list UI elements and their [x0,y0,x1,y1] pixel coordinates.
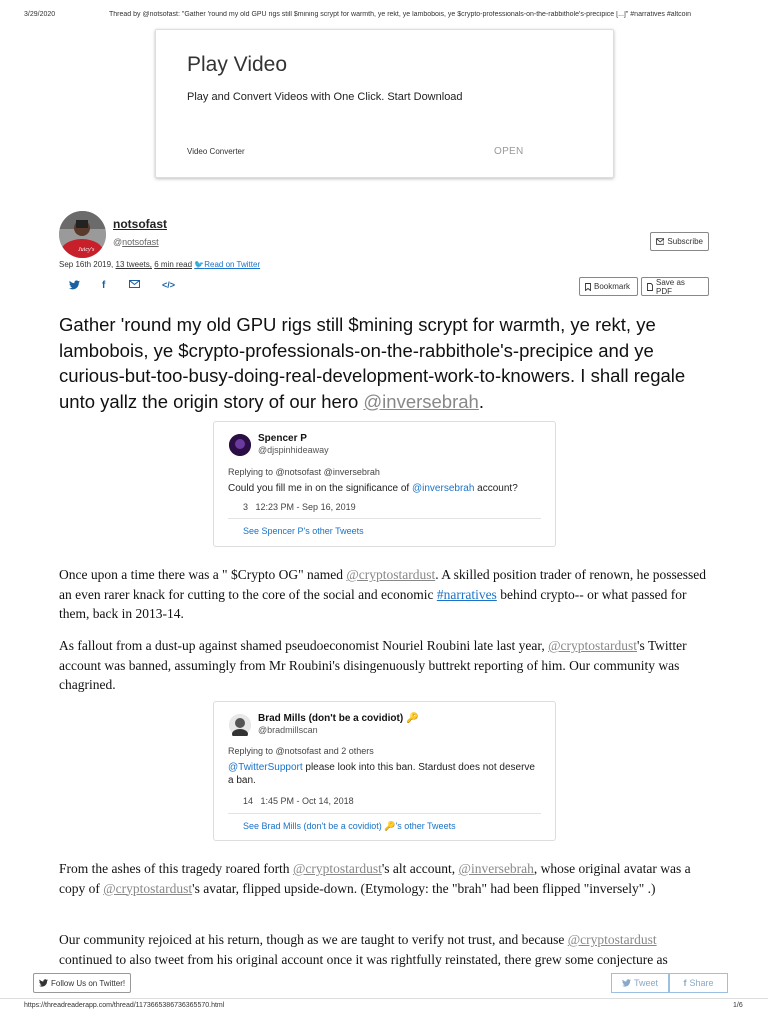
divider [0,998,768,999]
embed-code-icon[interactable]: </> [162,280,176,290]
bookmark-icon [585,283,591,291]
thread-tweet-count[interactable]: 13 tweets, [115,260,152,269]
mention-link[interactable]: @TwitterSupport [228,762,303,773]
facebook-share-button[interactable] [669,973,728,993]
twitter-bird-icon [39,979,48,987]
ad-sponsor: Video Converter [187,147,245,156]
bookmark-label: Bookmark [594,282,631,291]
twitter-bird-icon: 🐦 [194,260,205,269]
embed-author-handle[interactable]: @djspinhideaway [258,445,329,455]
page-number: 1/6 [733,1002,743,1009]
ad-description: Play and Convert Videos with One Click. Start Download [187,91,463,103]
twitter-bird-icon [622,979,631,987]
mention-link[interactable]: @inversebrah [412,483,475,494]
mention-link[interactable]: @inversebrah [458,861,534,876]
embed-other-tweets-link[interactable]: See Spencer P's other Tweets [243,526,364,536]
mention-link[interactable]: @cryptostardust [103,880,193,896]
embedded-tweet[interactable] [213,701,556,841]
share-facebook-icon[interactable]: f [102,280,106,291]
thread-paragraph: Our community rejoiced at his return, though as we are taught to verify not trust, and because @cryptostardust continued to also tweet from his original account once it was rightfully reinstated, there grew some conjecture as [59,932,668,967]
ad-open-button[interactable]: OPEN [494,146,524,157]
svg-text:Juicy's: Juicy's [78,247,95,253]
tweet-share-button[interactable] [611,973,669,993]
share-email-icon[interactable] [129,280,140,291]
mention-link[interactable]: @cryptostardust [292,861,382,876]
embed-text: Could you fill me in on the significance of @inversebrah account? [228,483,518,494]
file-icon [647,283,653,291]
bookmark-button[interactable] [579,277,638,296]
embed-author-handle[interactable]: @bradmillscan [258,725,318,735]
embed-stats [243,796,354,806]
envelope-icon [656,238,664,245]
share-twitter-icon[interactable] [69,280,80,293]
divider [228,813,541,814]
ad-card[interactable] [155,29,614,178]
follow-us-button[interactable] [33,973,131,993]
save-pdf-button[interactable] [641,277,709,296]
footer-url: https://threadreaderapp.com/thread/1173665386736365570.html [24,1002,225,1009]
thread-meta [59,260,260,269]
read-on-twitter-link[interactable]: 🐦Read on Twitter [194,260,261,269]
embed-avatar[interactable] [229,714,251,736]
embed-avatar[interactable] [229,434,251,456]
author-handle[interactable]: @notsofast [113,237,159,247]
thread-read-time: 6 min read [154,260,193,269]
embed-stats [243,502,356,512]
embed-other-tweets-link[interactable]: See Brad Mills (don't be a covidiot) 🔑's other Tweets [243,821,456,831]
embed-replying-to: Replying to @notsofast and 2 others [228,746,374,756]
avatar[interactable] [59,211,106,258]
embed-timestamp[interactable]: 1:45 PM - Oct 14, 2018 [260,796,354,806]
follow-us-label: Follow Us on Twitter! [51,978,126,988]
thread-paragraph: Once upon a time there was a " $Crypto OG" named @cryptostardust. A skilled position trader of renown, he possessed an even rarer knack for cutting to the core of the social and economic #narratives behind crypto-- or what passed for them, back in 2013-14. [59,567,706,621]
hashtag-link[interactable]: #narratives [436,586,497,602]
embed-timestamp[interactable]: 12:23 PM - Sep 16, 2019 [255,502,356,512]
embed-author-name[interactable]: Spencer P [258,433,307,444]
embed-like-count: 3 [243,502,249,512]
subscribe-label: Subscribe [667,237,703,246]
embed-replying-to: Replying to @notsofast @inversebrah [228,467,380,477]
mention-link[interactable]: @cryptostardust [548,638,638,653]
print-title: Thread by @notsofast: "Gather 'round my old GPU rigs still $mining scrypt for warmth, ye rekt, ye lambobois, ye $crypto-professionals-on-the-rabbithole's-precipice [...]" #narratives #altcoin [109,11,691,18]
ad-title[interactable]: Play Video [187,53,288,76]
embed-like-count: 14 [243,796,254,806]
thread-paragraph: From the ashes of this tragedy roared forth @cryptostardust's alt account, @inversebrah, whose original avatar was a copy of @cryptostardust's avatar, flipped upside-down. (Etymology: the "brah" had been flipped "inversely" .) [59,861,691,896]
embed-author-name[interactable]: Brad Mills (don't be a covidiot) 🔑 [258,713,419,724]
facebook-icon: f [683,978,687,988]
mention-link[interactable]: @inversebrah [363,390,479,412]
author-name[interactable]: notsofast [113,217,167,231]
thread-date: Sep 16th 2019, [59,260,114,269]
mention-link[interactable]: @cryptostardust [346,567,436,582]
save-pdf-label: Save as PDF [655,277,685,296]
avatar-image [59,211,106,258]
mention-link[interactable]: @cryptostardust [567,932,657,947]
thread-paragraph: As fallout from a dust-up against shamed pseudoeconomist Nouriel Roubini late last year, @cryptostardust's Twitter account was banned, assumingly from Mr Roubini's disingenuously buttrekt reporting of him. Our community was chagrined. [59,638,687,692]
tweet-label: Tweet [633,978,658,988]
divider [228,518,541,519]
embedded-tweet[interactable] [213,421,556,547]
share-label: Share [689,978,714,988]
embed-text: @TwitterSupport please look into this ban. Stardust does not deserve a ban. [228,762,535,786]
thread-lead-text: Gather 'round my old GPU rigs still $mining scrypt for warmth, ye rekt, ye lambobois, ye $crypto-professionals-on-the-rabbithole's-precipice and ye curious-but-too-busy-doing-real-development-work-to-knowers. I shall regale unto yallz the origin story of our hero @inversebrah. [59,314,686,412]
subscribe-button[interactable] [650,232,709,251]
print-date: 3/29/2020 [24,11,56,18]
